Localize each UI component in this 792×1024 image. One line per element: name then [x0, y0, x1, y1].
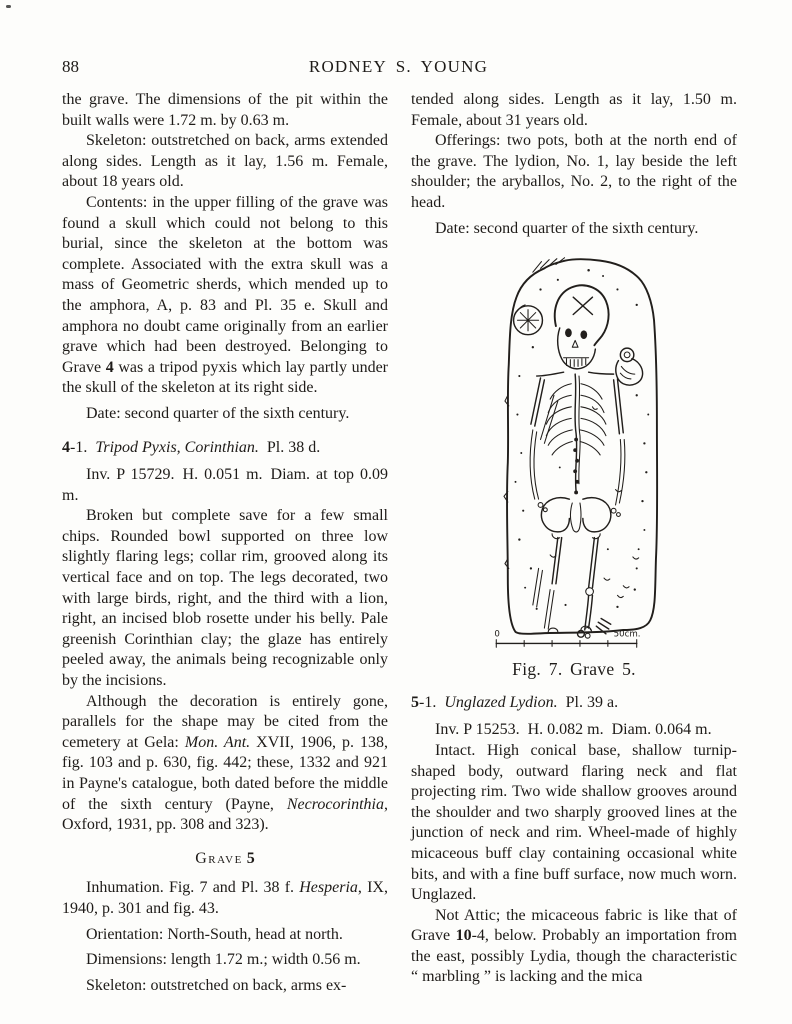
text-run: Pl. 38 d. — [258, 438, 321, 456]
running-title: RODNEY S. YOUNG — [308, 57, 489, 76]
text-run: , Oxford, 1931, pp. 308 and 323). — [62, 795, 388, 834]
text-run: Skeleton: outstretched on back, arms ex- — [86, 976, 347, 994]
right-column — [411, 90, 737, 988]
text-run: , IX, 1940, p. 301 and fig. 43. — [62, 879, 388, 917]
text-run: Necrocorinthia — [286, 795, 384, 813]
text-run: 5 — [246, 849, 255, 867]
text-run: Although the decoration is entirely gone, parallels for the shape may be cited from the cemetery at Gela: — [62, 692, 388, 751]
text-run: 5 — [411, 693, 419, 711]
page-number: 88 — [62, 57, 79, 76]
entry-heading — [411, 693, 737, 714]
text-run: the grave. The dimensions of the pit within the built walls were 1.72 m. by 0.63 m. — [62, 91, 388, 129]
paragraph — [411, 131, 737, 213]
left-column — [62, 90, 388, 996]
two-column-text — [62, 90, 737, 996]
paragraph — [62, 925, 388, 946]
paragraph — [411, 219, 737, 240]
text-run: -4, below. Probably an importation from the east, possibly Lydia, though the characteristic “ marbling ” is lacking and the mica — [411, 927, 737, 986]
text-run: -1. — [419, 693, 445, 711]
paragraph — [411, 906, 737, 988]
right-column-top-text — [411, 90, 737, 239]
text-run: Mon. Ant. — [184, 733, 251, 751]
text-run: Contents: in the upper filling of the grave was found a skull which could not belong to this burial, since the skeleton at the bottom was complete. Associated with the extra skull was a mass of Geometric sherds, which mended up to the amphora, A, p. 83 and Pl. 35 e. Skull and amphora no doubt came originally from an earlier grave which had been destroyed. Belonging to Grave — [62, 193, 388, 376]
text-run: Skeleton: outstretched on back, arms extended along sides. Length as it lay, 1.56 m. Female, about 18 years old. — [62, 132, 388, 191]
text-run: 4 — [62, 438, 70, 456]
text-run: Inv. P 15253. H. 0.082 m. Diam. 0.064 m. — [435, 721, 712, 739]
text-run: Hesperia — [299, 879, 358, 897]
figure-caption: Fig. 7. Grave 5. — [512, 659, 636, 680]
text-run: Unglazed Lydion. — [444, 693, 558, 711]
text-run: tended along sides. Length as it lay, 1.50 m. Female, about 31 years old. — [411, 91, 737, 129]
text-run: 10 — [455, 927, 472, 945]
entry-heading — [62, 438, 388, 459]
text-run: Inv. P 15729. H. 0.051 m. Diam. at top 0.09 m. — [62, 466, 388, 504]
paragraph — [62, 692, 388, 836]
paragraph — [62, 404, 388, 425]
paragraph — [62, 465, 388, 506]
section-heading — [62, 849, 388, 870]
text-run: Inhumation. Fig. 7 and Pl. 38 f. — [86, 879, 300, 897]
paragraph — [62, 878, 388, 919]
paragraph — [62, 976, 388, 997]
text-run: Date: second quarter of the sixth century. — [435, 219, 699, 237]
text-run: Pl. 39 a. — [557, 693, 619, 711]
paragraph — [62, 193, 388, 399]
text-run: Dimensions: length 1.72 m.; width 0.56 m. — [86, 951, 361, 969]
paragraph — [62, 950, 388, 971]
paragraph — [411, 720, 737, 741]
text-run: Offerings: two pots, both at the north end of the grave. The lydion, No. 1, lay beside the left shoulder; the aryballos, No. 2, to the right of the head. — [411, 132, 737, 211]
paragraph — [62, 90, 388, 131]
text-run: Not Attic; the micaceous fabric is like that of Grave — [411, 906, 737, 945]
text-run: Orientation: North-South, head at north. — [86, 925, 343, 943]
paragraph — [411, 741, 737, 906]
text-run: was a tripod pyxis which lay partly under the skull of the skeleton at its right side. — [62, 358, 388, 397]
scan-speck — [6, 5, 11, 8]
text-run: 4 — [105, 358, 114, 376]
paragraph — [62, 131, 388, 193]
text-run: Tripod Pyxis, Corinthian. — [95, 438, 259, 456]
right-column-bottom-text — [411, 693, 737, 988]
paragraph — [411, 90, 737, 131]
paragraph — [62, 506, 388, 691]
text-run: Grave — [195, 849, 243, 867]
grave-5-skeleton-drawing — [473, 251, 685, 655]
figure-7 — [473, 251, 685, 655]
text-run: Intact. High conical base, shallow turnip-shaped body, outward flaring neck and flat projecting rim. Two wide shallow grooves around the shoulder and two sharply grooved lines at the junction of neck and rim. Wheel-made of highly micaceous buff clay containing occasional white bits, and with a fine buff surface, now much worn. Unglazed. — [411, 741, 737, 904]
text-run: Date: second quarter of the sixth century. — [86, 404, 350, 422]
text-run: Broken but complete save for a few small chips. Rounded bowl supported on three low slightly flaring legs; collar rim, grooved along its vertical face and on top. The legs decorated, two with large birds, right, and the third with a lion, right, an incised blob rosette under his belly. Pale greenish Corinthian clay; the glaze has entirely peeled away, the animals being recognizable only by the incisions. — [62, 507, 388, 690]
scale-zero-label: 0 — [494, 629, 500, 640]
text-run: XVII, 1906, p. 138, fig. 103 and p. 630, fig. 442; these, 1332 and 921 in Payne's catalogue, both dated before the middle of the sixth century (Payne, — [62, 733, 388, 813]
scale-end-label: 50cm. — [613, 629, 641, 640]
text-run: -1. — [70, 438, 96, 456]
page-header — [62, 57, 735, 81]
